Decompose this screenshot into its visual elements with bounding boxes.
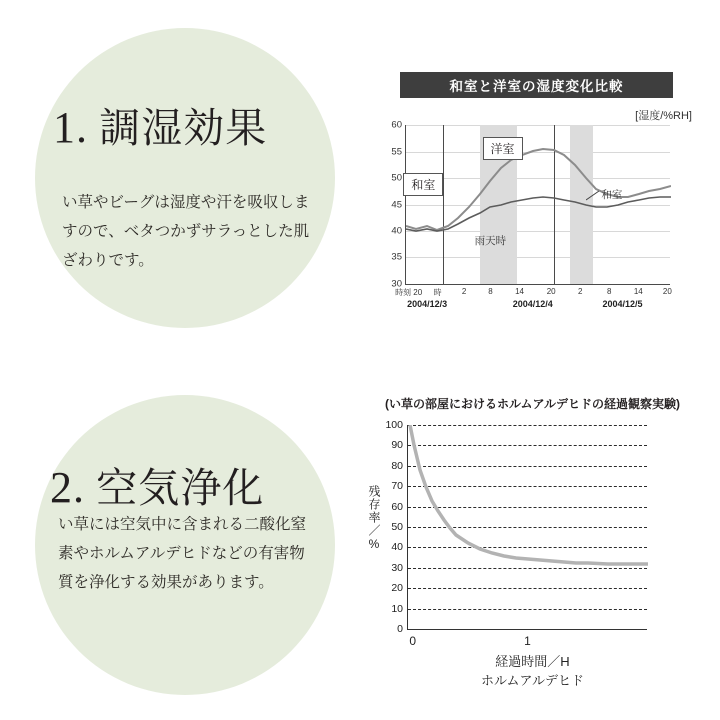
- humidity-chart-title: 和室と洋室の湿度変化比較: [400, 72, 673, 98]
- y-tick: 40: [391, 541, 403, 554]
- y-tick: 40: [391, 225, 402, 237]
- x-tick: 時刻 20: [395, 288, 423, 297]
- humidity-series-svg: [406, 125, 671, 285]
- section-2-body: い草には空気中に含まれる二酸化窒素やホルムアルデヒドなどの有害物質を浄化する効果があります。: [58, 516, 307, 591]
- date-label: 2004/12/5: [602, 299, 643, 309]
- date-label: 2004/12/4: [512, 299, 553, 309]
- humidity-chart-unit: [湿度/%RH]: [635, 110, 692, 122]
- y-tick: 35: [391, 251, 402, 263]
- x-tick: 8: [488, 287, 493, 296]
- x-tick: 20: [546, 287, 556, 296]
- humidity-chart-plot: [391, 119, 672, 309]
- y-tick: 20: [391, 582, 403, 595]
- label-washitsu-line: 和室: [601, 189, 623, 201]
- date-label: 2004/12/3: [407, 299, 448, 309]
- y-tick: 55: [391, 146, 402, 157]
- section-1-body: い草やビーグは湿度や汗を吸収しますので、ベタつかずサラっとした肌ざわりです。: [62, 194, 310, 269]
- y-tick: 50: [391, 521, 403, 533]
- x-tick: 20: [662, 287, 672, 296]
- y-tick: 10: [391, 602, 403, 615]
- x-tick: 2: [578, 287, 583, 296]
- leader-line-icon: [586, 187, 604, 201]
- x-axis-title-line2: ホルムアルデヒド: [481, 673, 584, 688]
- x-tick: 0: [409, 634, 417, 648]
- x-tick: 2: [461, 287, 467, 296]
- section-2-number: 2.: [50, 463, 85, 512]
- x-tick: 8: [607, 287, 612, 296]
- humidity-chart: [370, 60, 700, 330]
- y-tick: 30: [391, 561, 403, 574]
- formaldehyde-y-axis-title: 残存率／%: [367, 485, 381, 552]
- annotation-washitsu: 和室: [403, 173, 443, 196]
- section-1-circle: [35, 28, 335, 328]
- x-axis-title-line1: 経過時間／H: [495, 654, 570, 669]
- section-1-title: 調湿効果: [99, 105, 268, 151]
- section-2-title: 空気浄化: [96, 465, 265, 511]
- section-1-number: 1.: [53, 103, 88, 152]
- series-yoshitsu: [406, 149, 671, 230]
- x-tick: 14: [633, 287, 643, 296]
- x-tick: 1: [524, 634, 531, 648]
- annotation-yoshitsu: 洋室: [483, 137, 523, 160]
- y-tick: 45: [391, 199, 402, 210]
- section-2-headline: [50, 455, 264, 514]
- series-residual-rate: [410, 425, 648, 564]
- y-tick: 100: [385, 419, 403, 431]
- formaldehyde-chart: [360, 390, 705, 690]
- y-tick: 70: [391, 480, 403, 493]
- y-tick: 30: [391, 278, 402, 290]
- x-tick: 時: [433, 288, 442, 297]
- x-tick: 14: [515, 287, 524, 296]
- formaldehyde-chart-plot: [385, 419, 647, 648]
- section-1-headline: [53, 95, 267, 154]
- annotation-rain: 雨天時: [474, 235, 507, 247]
- y-tick: 50: [391, 172, 402, 184]
- y-tick: 0: [397, 623, 403, 635]
- y-tick: 60: [391, 500, 403, 513]
- y-tick: 80: [391, 459, 403, 472]
- formaldehyde-chart-title: (い草の部屋におけるホルムアルデヒドの経過観察実験): [384, 397, 681, 411]
- formaldehyde-series-svg: [408, 425, 648, 630]
- y-tick: 60: [391, 119, 402, 131]
- formaldehyde-x-axis-title: [360, 652, 705, 690]
- y-tick: 90: [391, 439, 403, 452]
